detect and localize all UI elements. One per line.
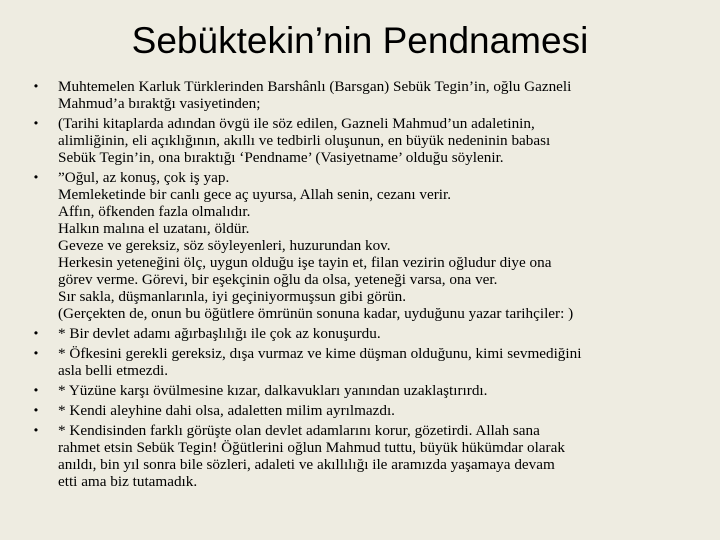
bullet-dot-icon: • [33, 403, 39, 417]
bullet-dot-icon: • [33, 170, 39, 184]
bullet-text-line: Sır sakla, düşmanlarınla, iyi geçiniyormuşsun gibi görün. [58, 288, 406, 305]
bullet-dot-icon: • [33, 116, 39, 130]
bullet-text [58, 78, 708, 112]
bullet-text [58, 345, 708, 379]
bullet-text-line: (Tarihi kitaplarda adından övgü ile söz edilen, Gazneli Mahmud’un adaletinin, [58, 115, 535, 132]
bullet-dot-icon: • [33, 423, 39, 437]
bullet-text [58, 402, 708, 419]
bullet-text-line: asla belli etmezdi. [58, 362, 169, 379]
bullet-text [58, 169, 708, 322]
bullet-text-line: Halkın malına el uzatanı, öldür. [58, 220, 250, 237]
bullet-text-line: Mahmud’a bıraktğı vasiyetinden; [58, 95, 261, 112]
bullet-text-line: * Kendisinden farklı görüşte olan devlet adamlarını korur, gözetirdi. Allah sana [58, 422, 540, 439]
bullet-text-line: Geveze ve gereksiz, söz söyleyenleri, huzurundan kov. [58, 237, 391, 254]
bullet-dot-icon: • [33, 326, 39, 340]
bullet-text-line: * Kendi aleyhine dahi olsa, adaletten milim ayrılmazdı. [58, 402, 395, 419]
bullet-text-line: (Gerçekten de, onun bu öğütlere ömrünün sonuna kadar, uyduğunu yazar tarihçiler: ) [58, 305, 574, 322]
bullet-text [58, 325, 708, 342]
bullet-text [58, 422, 708, 490]
bullet-text-line: Muhtemelen Karluk Türklerinden Barshânlı (Barsgan) Sebük Tegin’in, oğlu Gazneli [58, 78, 572, 95]
bullet-text-line: Affın, öfkenden fazla olmalıdır. [58, 203, 251, 220]
bullet-text [58, 382, 708, 399]
bullet-dot-icon: • [33, 79, 39, 93]
bullet-text-line: görev verme. Görevi, bir eşekçinin oğlu da olsa, yeteneği varsa, ona ver. [58, 271, 498, 288]
bullet-text-line: Sebük Tegin’in, ona bıraktığı ‘Pendname’ (Vasiyetname’ olduğu söylenir. [58, 149, 504, 166]
bullet-text-line: alimliğinin, eli açıklığının, akıllı ve tedbirli oluşunun, en büyük nedeninin babası [58, 132, 551, 149]
slide-title: Sebüktekin’nin Pendnamesi [131, 20, 589, 61]
bullet-text-line: * Bir devlet adamı ağırbaşlılığı ile çok az konuşurdu. [58, 325, 381, 342]
bullet-text-line: anıldı, bin yıl sonra bile sözleri, adaleti ve akıllılığı ile aramızda yaşamaya devam [58, 456, 555, 473]
bullet-text-line: * Öfkesini gerekli gereksiz, dışa vurmaz ve kime düşman olduğunu, kimi sevmediğini [58, 345, 582, 362]
bullet-dot-icon: • [33, 346, 39, 360]
bullet-text-line: etti ama biz tutamadık. [58, 473, 198, 490]
bullet-dot-icon: • [33, 383, 39, 397]
bullet-text-line: rahmet etsin Sebük Tegin! Öğütlerini oğlun Mahmud tuttu, büyük hükümdar olarak [58, 439, 565, 456]
bullet-text-line: ”Oğul, az konuş, çok iş yap. [58, 169, 230, 186]
bullet-text-line: Herkesin yeteneğini ölç, uygun olduğu işe tayin et, filan vezirin oğludur diye ona [58, 254, 552, 271]
bullet-text [58, 115, 708, 166]
bullet-text-line: * Yüzüne karşı övülmesine kızar, dalkavukları yanından uzaklaştırırdı. [58, 382, 488, 399]
bullet-text-line: Memleketinde bir canlı gece aç uyursa, Allah senin, cezanı verir. [58, 186, 452, 203]
